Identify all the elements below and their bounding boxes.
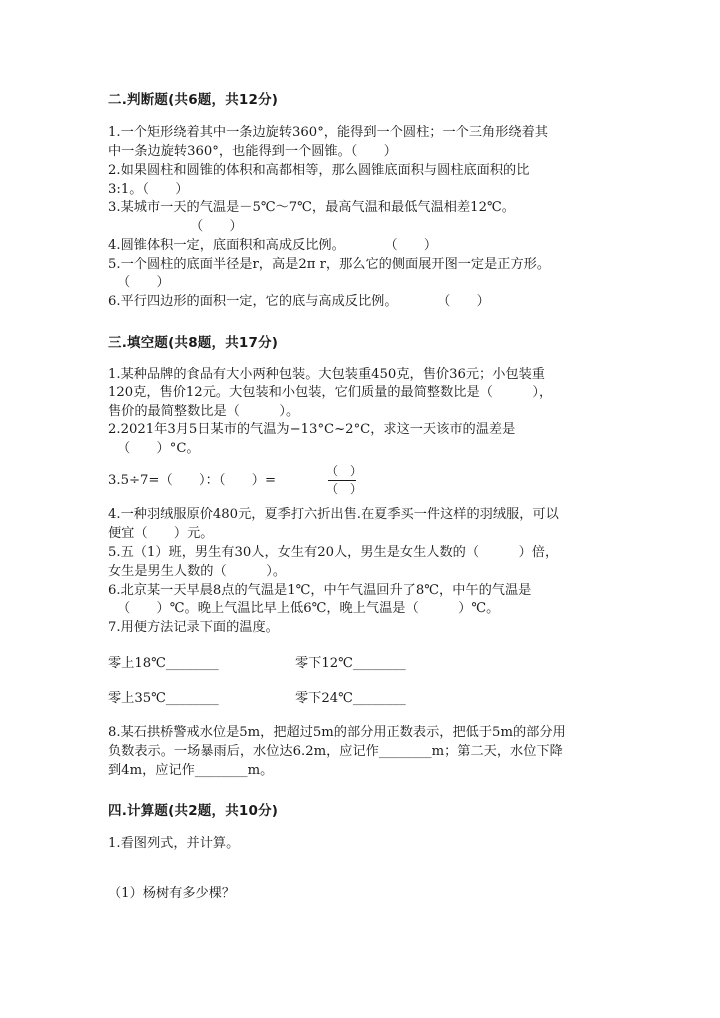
q3-2-line-a: 2.2021年3月5日某市的气温为−13°C~2°C，求这一天该市的温差是: [108, 422, 516, 437]
q2-4-line: 4.圆锥体积一定，底面积和高成反比例。 （ ）: [108, 238, 438, 253]
fraction-blank: [326, 464, 363, 498]
temp-above-35: 零上35℃________: [108, 691, 219, 706]
q3-1-line-b: 120克，售价12元。大包装和小包装，它们质量的最简整数比是（ ），: [108, 385, 553, 400]
q2-2-line-b: 3:1。（ ）: [108, 182, 189, 197]
q3-2-line-b: （ ）°C。: [117, 441, 200, 456]
q3-3-line: 3.5÷7=（ ）：（ ）=: [108, 473, 276, 488]
q3-1-line-a: 1.某种品牌的食品有大小两种包装。大包装重450克，售价36元；小包装重: [108, 367, 545, 382]
temp-below-12: 零下12℃________: [295, 656, 406, 671]
q2-1-line-a: 1.一个矩形绕着其中一条边旋转360°，能得到一个圆柱；一个三角形绕着其: [108, 125, 548, 140]
q3-4-line-a: 4.一种羽绒服原价480元，夏季打六折出售.在夏季买一件这样的羽绒服，可以: [108, 507, 559, 522]
q3-5-line-b: 女生是男生人数的（ ）。: [108, 564, 287, 579]
q3-5-line-a: 5.五（1）班，男生有30人，女生有20人，男生是女生人数的（ ）倍，: [108, 545, 559, 560]
q4-1-sub-line: （1）杨树有多少棵？: [108, 886, 236, 901]
q3-6-line-b: （ ）℃。晚上气温比早上低6℃，晚上气温是（ ）℃。: [117, 601, 500, 616]
q3-8-line-a: 8.某石拱桥警戒水位是5m，把超过5m的部分用正数表示，把低于5m的部分用: [108, 725, 566, 740]
q2-1-line-b: 中一条边旋转360°，也能得到一个圆锥。（ ）: [108, 144, 397, 159]
section-2-title: 二.判断题(共6题，共12分): [108, 92, 279, 108]
q2-3-line-b: （ ）: [190, 219, 243, 234]
q2-6-line: 6.平行四边形的面积一定，它的底与高成反比例。 （ ）: [108, 294, 490, 309]
q2-2-line-a: 2.如果圆柱和圆锥的体积和高都相等，那么圆锥底面积与圆柱底面积的比: [108, 163, 530, 178]
section-4-title: 四.计算题(共2题，共10分): [108, 803, 279, 819]
q3-8-line-c: 到4m，应记作________m。: [108, 763, 274, 778]
q3-4-line-b: 便宜（ ）元。: [108, 526, 214, 541]
q2-5-line-b: （ ）: [117, 275, 170, 290]
q3-8-line-b: 负数表示。一场暴雨后，水位达6.2m，应记作________m；第二天，水位下降: [108, 744, 563, 759]
q3-7-line: 7.用便方法记录下面的温度。: [108, 620, 279, 635]
q3-6-line-a: 6.北京某一天早晨8点的气温是1℃，中午气温回升了8℃，中午的气温是: [108, 583, 532, 598]
q4-1-line: 1.看图列式，并计算。: [108, 836, 240, 851]
q2-3-line-a: 3.某城市一天的气温是－5℃～7℃，最高气温和最低气温相差12℃。: [108, 200, 515, 215]
temp-below-24: 零下24℃________: [295, 691, 406, 706]
fraction-bar: [328, 480, 356, 481]
q2-5-line-a: 5.一个圆柱的底面半径是r，高是2π r，那么它的侧面展开图一定是正方形。: [108, 257, 551, 272]
section-3-title: 三.填空题(共8题，共17分): [108, 335, 279, 351]
fraction-numerator: （ ）: [326, 464, 363, 478]
fraction-denominator: （ ）: [326, 482, 363, 496]
temp-above-18: 零上18℃________: [108, 656, 219, 671]
q3-1-line-c: 售价的最简整数比是（ ）。: [108, 404, 300, 419]
